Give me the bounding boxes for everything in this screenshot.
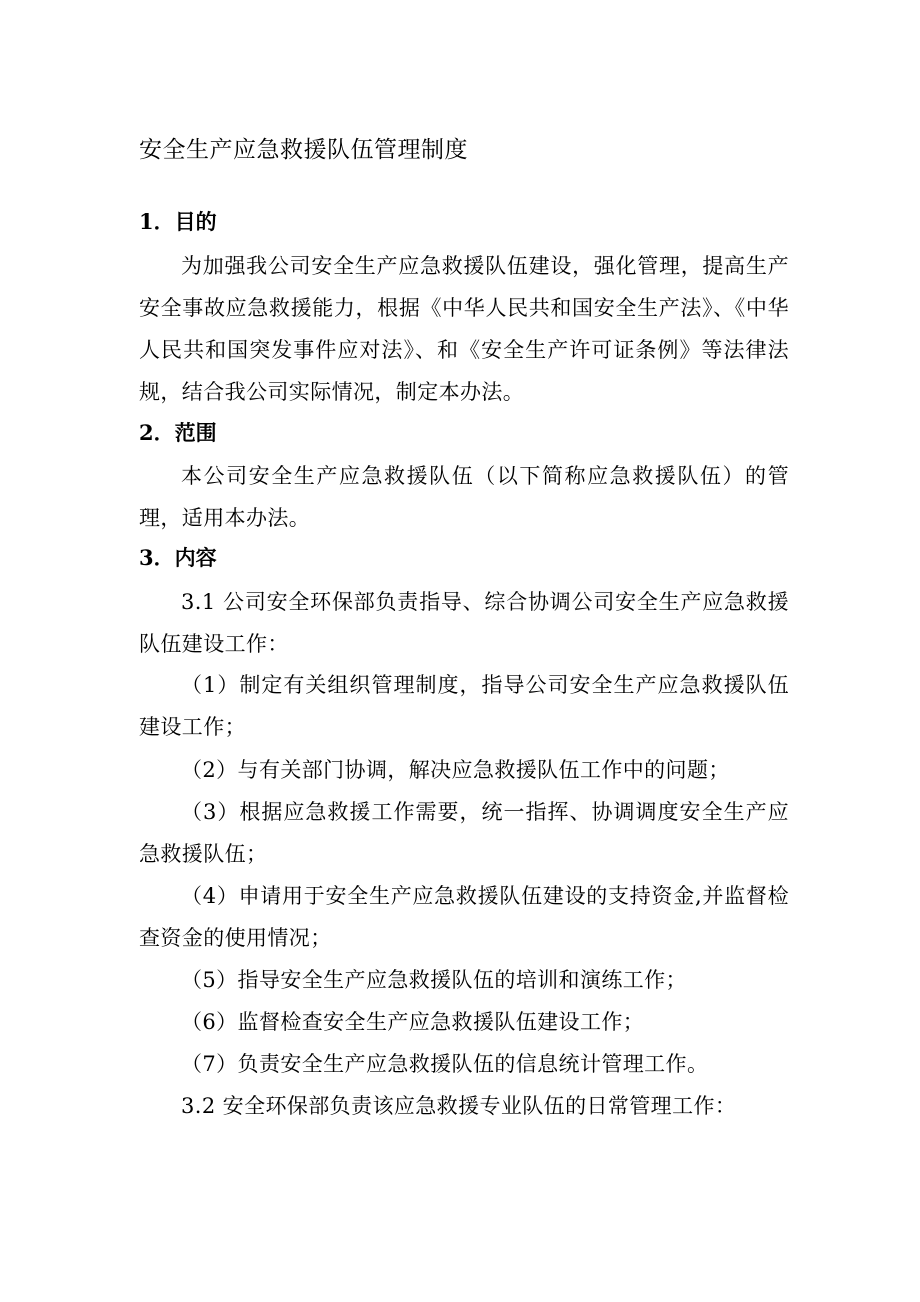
list-item: （4）申请用于安全生产应急救援队伍建设的支持资金,并监督检查资金的使用情况；: [139, 884, 789, 950]
content-paragraph-3-1: 3.1 公司安全环保部负责指导、综合协调公司安全生产应急救援队伍建设工作：: [139, 590, 789, 656]
section-heading-content: 3．内容: [139, 545, 217, 570]
section-heading-scope: 2．范围: [139, 420, 217, 445]
list-item: （5）指导安全生产应急救援队伍的培训和演练工作；: [181, 968, 687, 992]
content-paragraph-3-2: 3.2 安全环保部负责该应急救援专业队伍的日常管理工作：: [181, 1094, 737, 1118]
list-item: （2）与有关部门协调，解决应急救援队伍工作中的问题；: [181, 758, 730, 782]
list-item: （3）根据应急救援工作需要，统一指挥、协调调度安全生产应急救援队伍；: [139, 800, 789, 866]
document-title: 安全生产应急救援队伍管理制度: [139, 137, 468, 163]
list-item: （7）负责安全生产应急救援队伍的信息统计管理工作。: [181, 1052, 709, 1076]
section-heading-purpose: 1．目的: [139, 209, 217, 234]
list-item: （1）制定有关组织管理制度，指导公司安全生产应急救援队伍建设工作；: [139, 673, 789, 739]
purpose-paragraph: 为加强我公司安全生产应急救援队伍建设，强化管理，提高生产安全事故应急救援能力，根据《中华人民共和国安全生产法》、《中华人民共和国突发事件应对法》、和《安全生产许可证条例》等法律法规，结合我公司实际情况，制定本办法。: [139, 254, 789, 404]
list-item: （6）监督检查安全生产应急救援队伍建设工作；: [181, 1010, 645, 1034]
scope-paragraph: 本公司安全生产应急救援队伍（以下简称应急救援队伍）的管理，适用本办法。: [139, 464, 789, 530]
